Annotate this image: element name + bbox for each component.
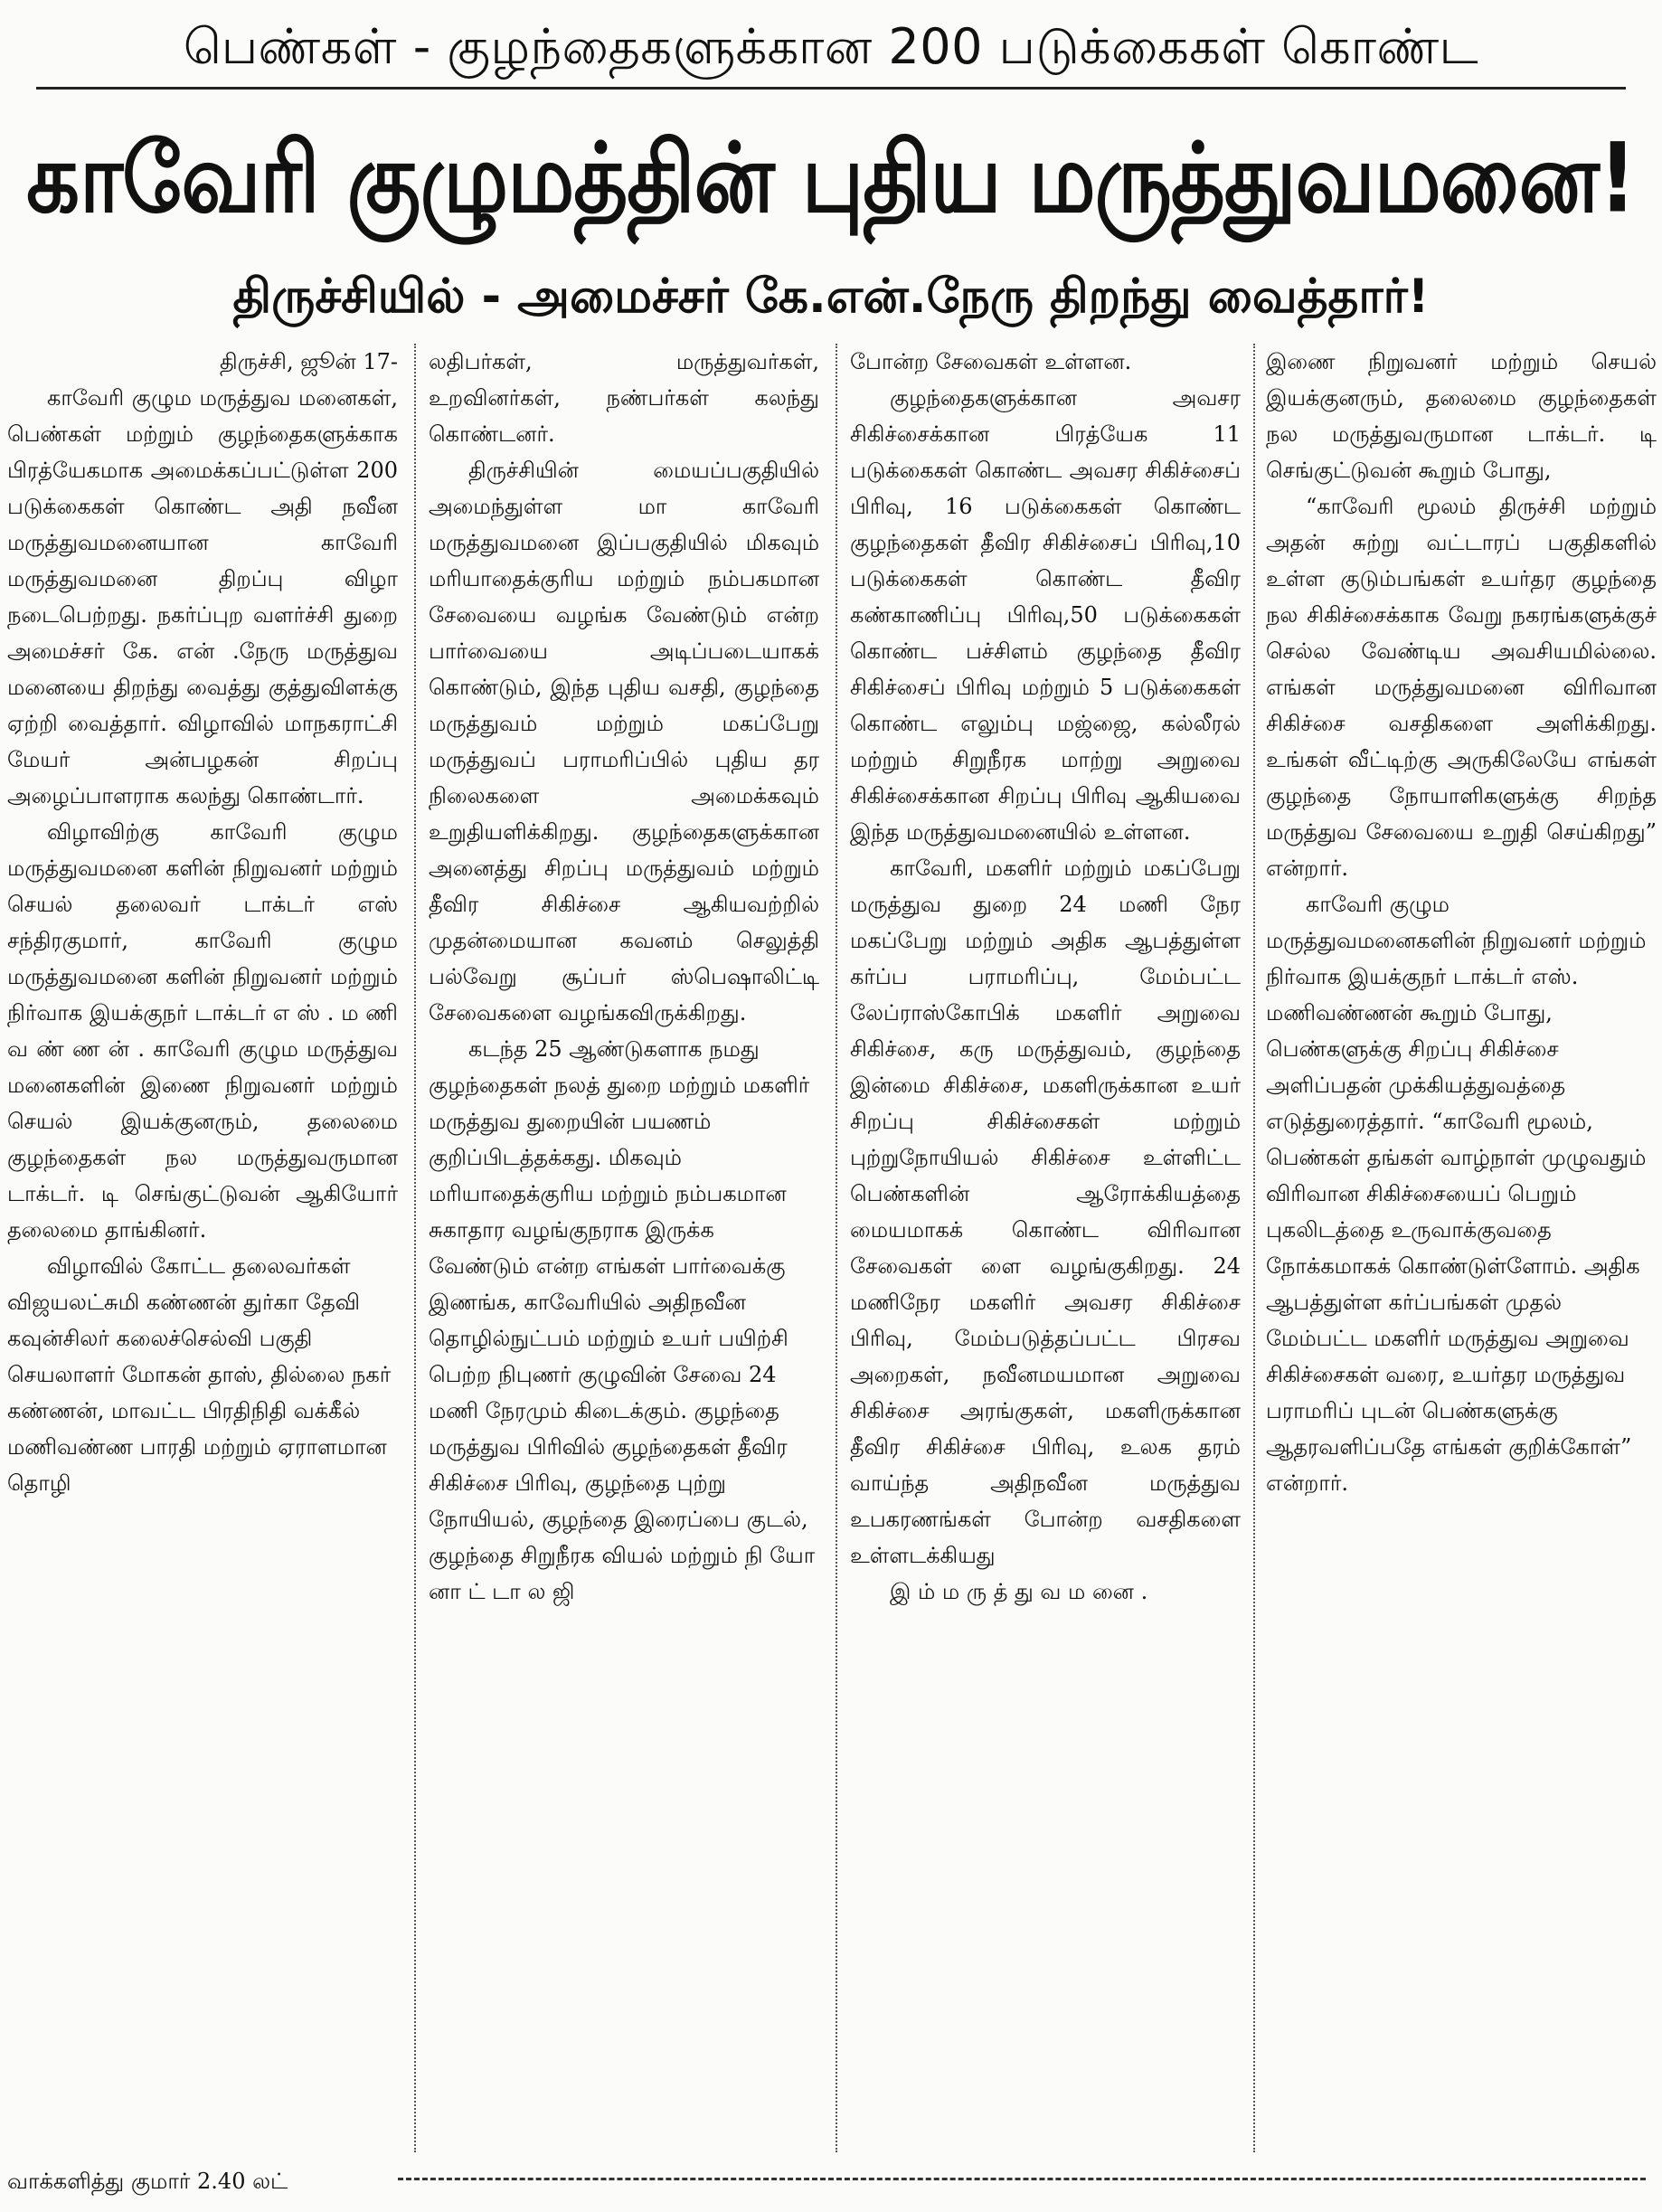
footer-divider: [398, 2178, 1646, 2180]
paragraph: காவேரி குழும மருத்துவமனைகளின் நிறுவனர் மற்றும் நிர்வாக இயக்குநர் டாக்டர் எஸ். மணிவண்ணன் கூறும் போது, பெண்களுக்கு சிறப்பு சிகிச்சை அளிப்பதன் முக்கியத்துவத்தை எடுத்துரைத்தார். “காவேரி மூலம், பெண்கள் தங்கள் வாழ்நாள் முழுவதும் விரிவான சிகிச்சையைப் பெறும் புகலிடத்தை உருவாக்குவதை நோக்கமாகக் கொண்டுள்ளோம். அதிக ஆபத்துள்ள கர்ப்பங்கள் முதல் மேம்பட்ட மகளிர் மருத்துவ அறுவை சிகிச்சைகள் வரை, உயர்தர மருத்துவ பராமரிப் புடன் பெண்களுக்கு ஆதரவளிப்பதே எங்கள் குறிக்கோள்” என்றார்.: [1266, 892, 1647, 1496]
headline: காவேரி குழுமத்தின் புதிய மருத்துவமனை!: [26, 122, 1636, 234]
column-1: [7, 344, 398, 2152]
column-divider: [1253, 344, 1255, 2152]
header-divider: [36, 87, 1626, 90]
paragraph: திருச்சியின் மையப்பகுதியில் அமைந்துள்ள மா காவேரி மருத்துவமனை இப்பகுதியில் மிகவும் மரியாதைக்குரிய மற்றும் நம்பகமான சேவையை வழங்க வேண்டும் என்ற பார்வையை அடிப்படையாகக் கொண்டும், இந்த புதிய வசதி, குழந்தை மருத்துவம் மற்றும் மகப்பேறு மருத்துவப் பராமரிப்பில் புதிய தர நிலைகளை அமைக்கவும் உறுதியளிக்கிறது. குழந்தைகளுக்கான அனைத்து சிறப்பு மருத்துவம் மற்றும் தீவிர சிகிச்சை ஆகியவற்றில் முதன்மையான கவனம் செலுத்தி பல்வேறு சூப்பர் ஸ்பெஷாலிட்டி சேவைகளை வழங்கவிருக்கிறது.: [429, 458, 819, 1026]
paragraph: லதிபர்கள், மருத்துவர்கள், உறவினர்கள், நண்பர்கள் கலந்து கொண்டனர்.: [429, 349, 819, 447]
next-article-fragment: வாக்களித்து குமார் 2.40 லட்: [7, 2169, 288, 2194]
paragraph: இணை நிறுவனர் மற்றும் செயல் இயக்குனரும், தலைமை குழந்தைகள் நல மருத்துவருமான டாக்டர். டி செங்குட்டுவன் கூறும் போது,: [1266, 349, 1657, 483]
paragraph: “காவேரி மூலம் திருச்சி மற்றும் அதன் சுற்று வட்டாரப் பகுதிகளில் உள்ள குடும்பங்கள் உயர்தர குழந்தை நல சிகிச்சைக்காக வேறு நகரங்களுக்குச் செல்ல வேண்டிய அவசியமில்லை. எங்கள் மருத்துவமனை விரிவான சிகிச்சை வசதிகளை அளிக்கிறது. உங்கள் வீட்டிற்கு அருகிலேயே எங்கள் குழந்தை நோயாளிகளுக்கு சிறந்த மருத்துவ சேவையை உறுதி செய்கிறது” என்றார்.: [1266, 494, 1657, 881]
paragraph: விழாவில் கோட்ட தலைவர்கள் விஜயலட்சுமி கண்ணன் துர்கா தேவி கவுன்சிலர் கலைச்செல்வி பகுதி செயலாளர் மோகன் தாஸ், தில்லை நகர் கண்ணன், மாவட்ட பிரதிநிதி வக்கீல் மணிவண்ண பாரதி மற்றும் ஏராளமான தொழி: [7, 1253, 392, 1496]
column-2: [429, 344, 819, 2152]
dateline: திருச்சி, ஜூன் 17-: [219, 349, 398, 374]
column-divider: [414, 344, 416, 2152]
column-4: [1266, 344, 1657, 2152]
paragraph: போன்ற சேவைகள் உள்ளன.: [850, 349, 1132, 374]
paragraph: காவேரி, மகளிர் மற்றும் மகப்பேறு மருத்துவ துறை 24 மணி நேர மகப்பேறு மற்றும் அதிக ஆபத்துள்ள கர்ப்ப பராமரிப்பு, மேம்பட்ட லேப்ராஸ்கோபிக் மகளிர் அறுவை சிகிச்சை, கரு மருத்துவம், குழந்தை இன்மை சிகிச்சை, மகளிருக்கான உயர் சிறப்பு சிகிச்சைகள் மற்றும் புற்றுநோயியல் சிகிச்சை உள்ளிட்ட பெண்களின் ஆரோக்கியத்தை மையமாகக் கொண்ட விரிவான சேவைகள் ளை வழங்குகிறது. 24 மணிநேர மகளிர் அவசர சிகிச்சை பிரிவு, மேம்படுத்தப்பட்ட பிரசவ அறைகள், நவீனமயமான அறுவை சிகிச்சை அரங்குகள், மகளிருக்கான தீவிர சிகிச்சை பிரிவு, உலக தரம் வாய்ந்த அதிநவீன மருத்துவ உபகரணங்கள் போன்ற வசதிகளை உள்ளடக்கியது: [850, 855, 1241, 1568]
column-divider: [836, 344, 837, 2152]
paragraph: காவேரி குழும மருத்துவ மனைகள், பெண்கள் மற்றும் குழந்தைகளுக்காக பிரத்யேகமாக அமைக்கப்பட்டுள்ள 200 படுக்கைகள் கொண்ட அதி நவீன மருத்துவமனையான காவேரி மருத்துவமனை திறப்பு விழா நடைபெற்றது. நகர்ப்புற வளர்ச்சி துறை அமைச்சர் கே. என் .நேரு மருத்துவ மனையை திறந்து வைத்து குத்துவிளக்கு ஏற்றி வைத்தார். விழாவில் மாநகராட்சி மேயர் அன்பழகன் சிறப்பு அழைப்பாளராக கலந்து கொண்டார்.: [7, 385, 398, 808]
kicker-line: பெண்கள் - குழந்தைகளுக்கான 200 படுக்கைகள் கொண்ட: [183, 18, 1479, 75]
article-body: [7, 344, 1655, 2152]
paragraph: விழாவிற்கு காவேரி குழும மருத்துவமனை களின் நிறுவனர் மற்றும் செயல் தலைவர் டாக்டர் எஸ் சந்திரகுமார், காவேரி குழும மருத்துவமனை களின் நிறுவனர் மற்றும் நிர்வாக இயக்குநர் டாக்டர் எ ஸ் . ம ணி வ ண் ண ன் . காவேரி குழும மருத்துவ மனைகளின் இணை நிறுவனர் மற்றும் செயல் இயக்குனரும், தலைமை குழந்தைகள் நல மருத்துவருமான டாக்டர். டி செங்குட்டுவன் ஆகியோர் தலைமை தாங்கினர்.: [7, 819, 398, 1243]
paragraph: கடந்த 25 ஆண்டுகளாக நமது குழந்தைகள் நலத் துறை மற்றும் மகளிர் மருத்துவ துறையின் பயணம் குறிப்பிடத்தக்கது. மிகவும் மரியாதைக்குரிய மற்றும் நம்பகமான சுகாதார வழங்குநராக இருக்க வேண்டும் என்ற எங்கள் பார்வைக்கு இணங்க, காவேரியில் அதிநவீன தொழில்நுட்பம் மற்றும் உயர் பயிற்சி பெற்ற நிபுணர் குழுவின் சேவை 24 மணி நேரமும் கிடைக்கும். குழந்தை மருத்துவ பிரிவில் குழந்தைகள் தீவிர சிகிச்சை பிரிவு, குழந்தை புற்று நோயியல், குழந்தை இரைப்பை குடல், குழந்தை சிறுநீரக வியல் மற்றும் நி யோ னா ட் டா ல ஜி: [429, 1036, 816, 1604]
paragraph: இ ம் ம ரு த் து வ ம னை .: [890, 1579, 1148, 1604]
subheadline: திருச்சியில் - அமைச்சர் கே.என்.நேரு திறந்து வைத்தார்!: [232, 269, 1430, 324]
column-3: [850, 344, 1241, 2152]
paragraph: குழந்தைகளுக்கான அவசர சிகிச்சைக்கான பிரத்யேக 11 படுக்கைகள் கொண்ட அவசர சிகிச்சைப் பிரிவு, 16 படுக்கைகள் கொண்ட குழந்தைகள் தீவிர சிகிச்சைப் பிரிவு,10 படுக்கைகள் கொண்ட தீவிர கண்காணிப்பு பிரிவு,50 படுக்கைகள் கொண்ட பச்சிளம் குழந்தை தீவிர சிகிச்சைப் பிரிவு மற்றும் 5 படுக்கைகள் கொண்ட எலும்பு மஜ்ஜை, கல்லீரல் மற்றும் சிறுநீரக மாற்று அறுவை சிகிச்சைக்கான சிறப்பு பிரிவு ஆகியவை இந்த மருத்துவமனையில் உள்ளன.: [850, 385, 1241, 845]
